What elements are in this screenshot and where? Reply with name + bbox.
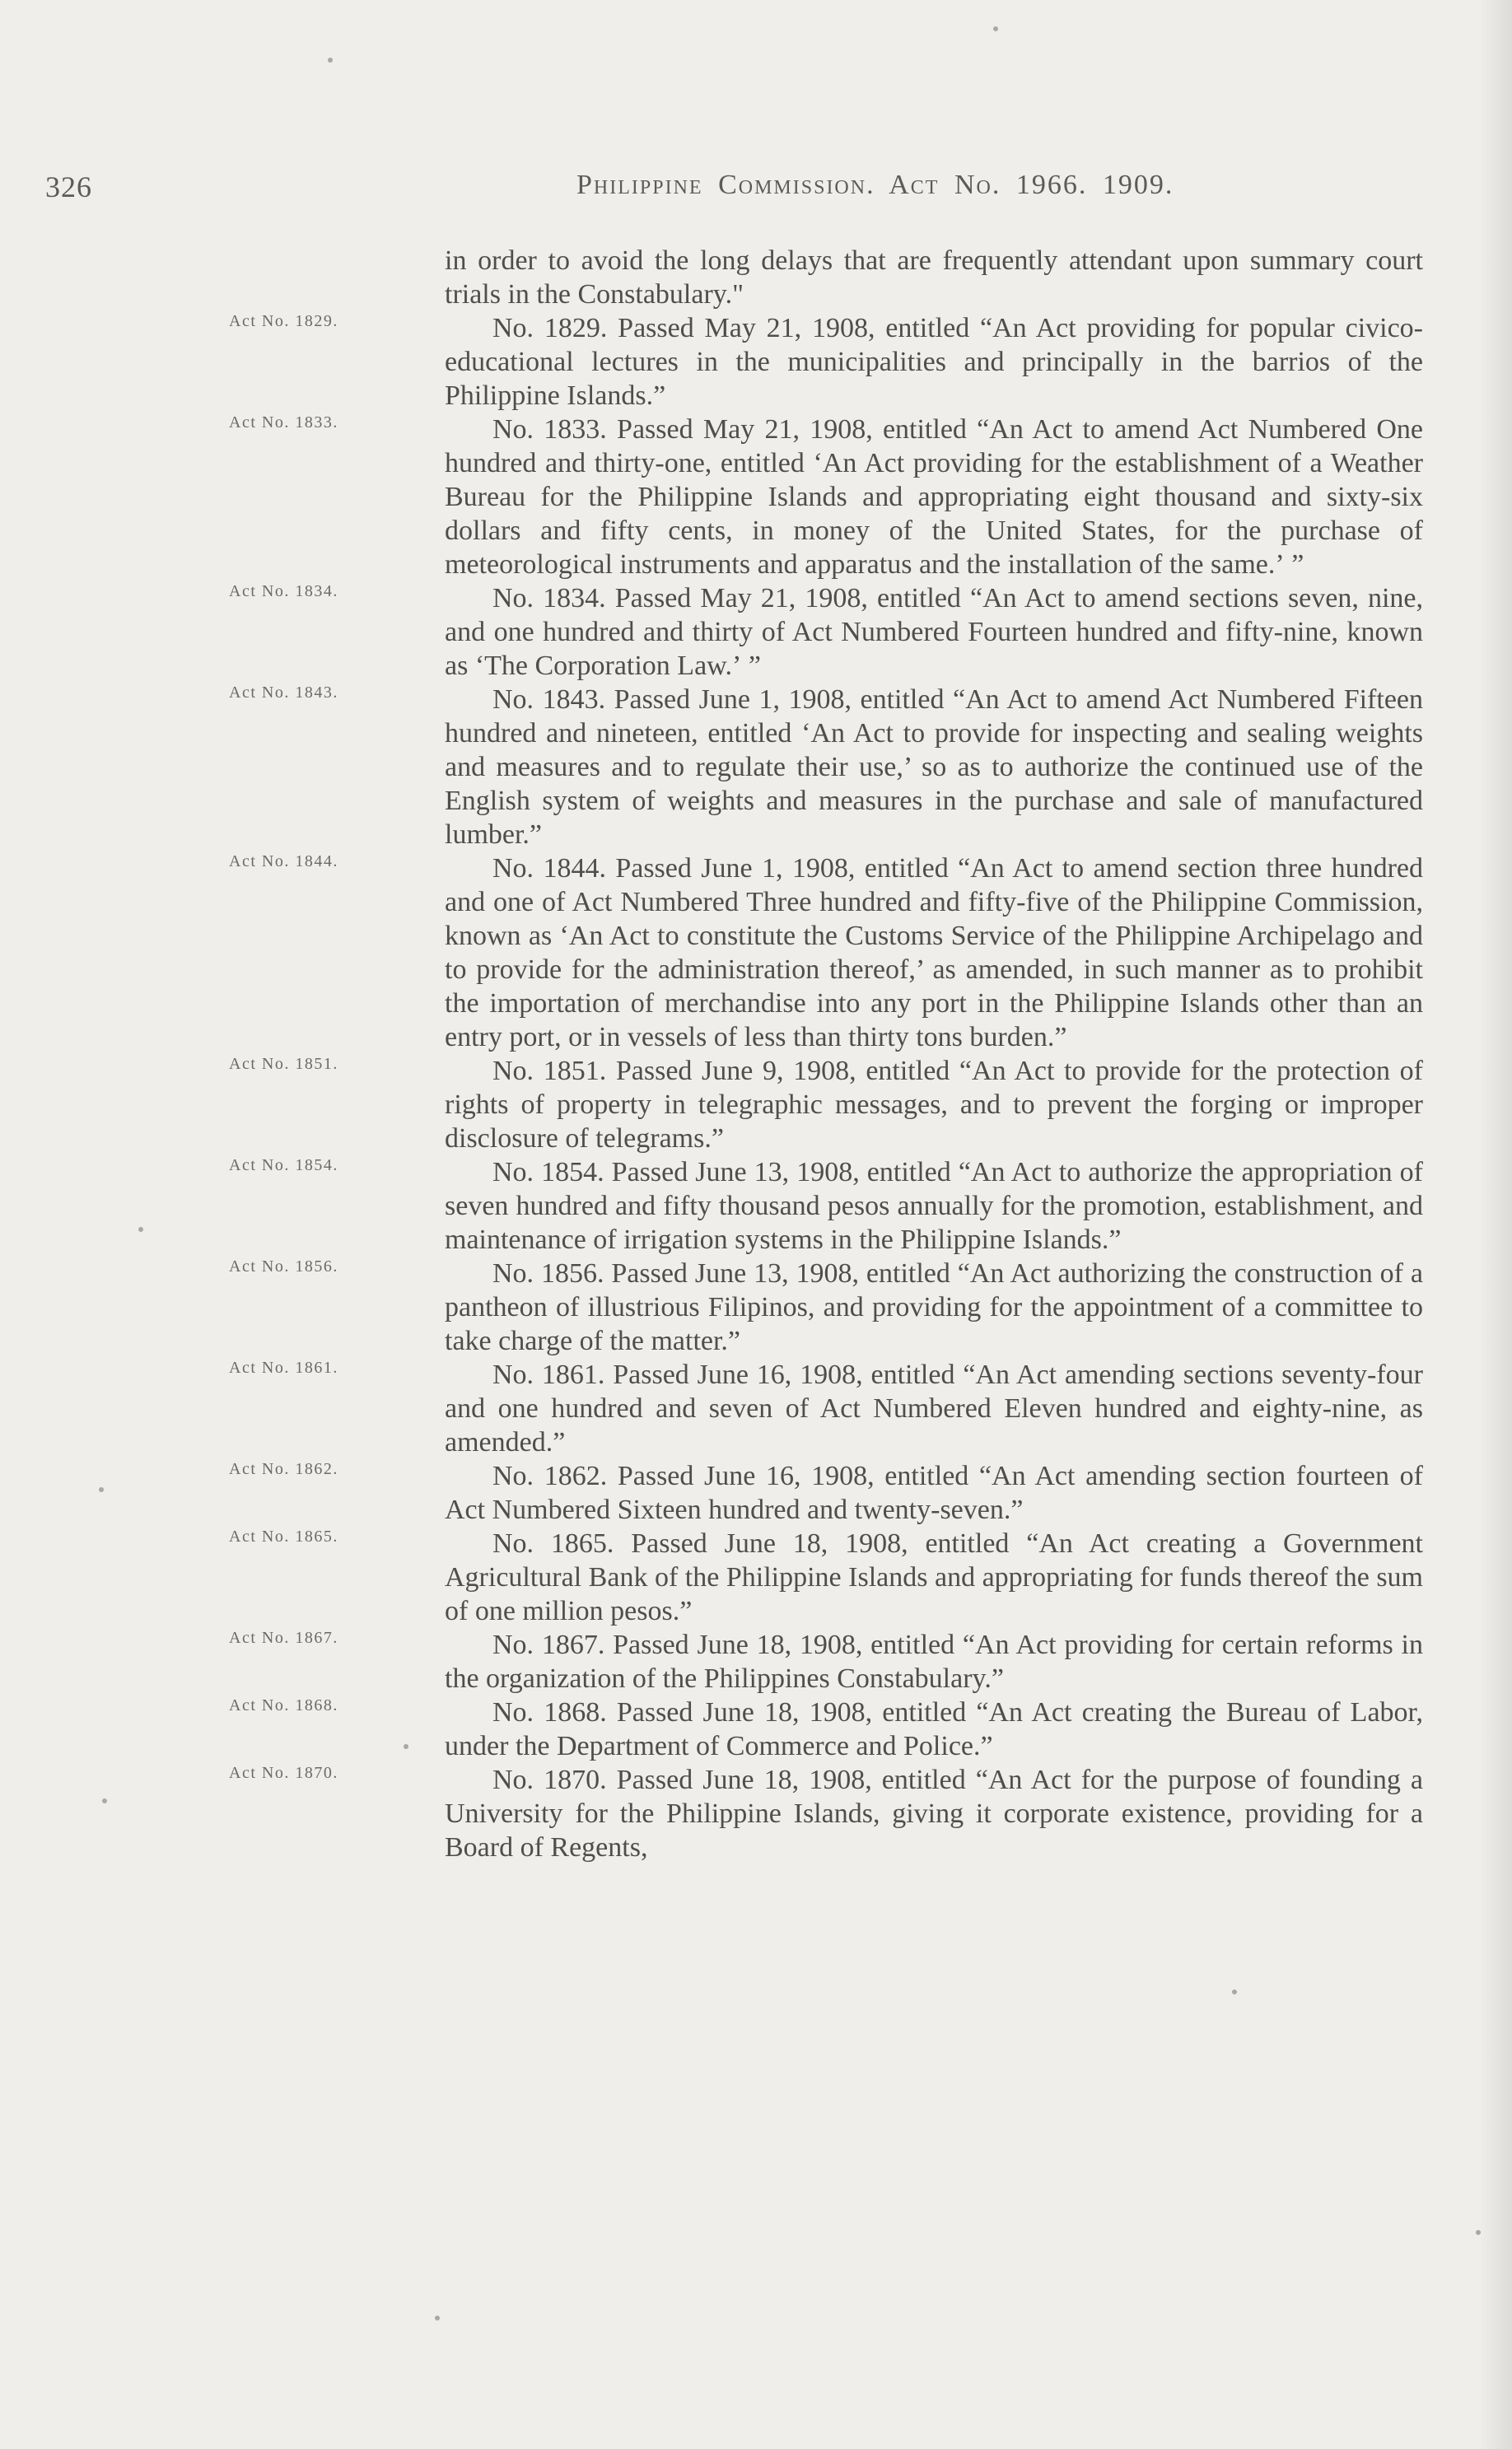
margin-note: Act No. 1834. — [229, 582, 338, 600]
paper-speck — [435, 2316, 440, 2321]
paper-speck — [102, 1798, 107, 1803]
act-entry-1854 — [229, 1155, 1423, 1257]
paragraph-text: No. 1829. Passed May 21, 1908, entitled “An Act providing for popular civico-educational lectures in the municipalities and principally in the barrios of the Philippine Islands.” — [445, 313, 1423, 411]
act-entry-1867 — [229, 1628, 1423, 1696]
act-entry-1868 — [229, 1696, 1423, 1763]
act-entry-1862 — [229, 1459, 1423, 1527]
paragraph-text: No. 1861. Passed June 16, 1908, entitled “An Act amending sections seventy-four and one hundred and seven of Act Numbered Eleven hundred and eighty-nine, as amended.” — [445, 1360, 1423, 1458]
margin-note: Act No. 1861. — [229, 1359, 338, 1377]
margin-note: Act No. 1856. — [229, 1257, 338, 1276]
act-entry-1834 — [229, 581, 1423, 683]
paper-speck — [993, 26, 998, 31]
paper-speck — [99, 1487, 104, 1492]
margin-note: Act No. 1867. — [229, 1629, 338, 1647]
paper-speck — [404, 1744, 408, 1749]
margin-note: Act No. 1862. — [229, 1460, 338, 1478]
page-edge-shadow — [1479, 0, 1512, 2449]
act-entry-1870 — [229, 1763, 1423, 1864]
margin-note: Act No. 1870. — [229, 1764, 338, 1782]
margin-note: Act No. 1829. — [229, 312, 338, 330]
margin-note: Act No. 1833. — [229, 413, 338, 431]
paper-speck — [138, 1227, 143, 1232]
margin-note: Act No. 1854. — [229, 1156, 338, 1174]
paper-speck — [1232, 1990, 1237, 1994]
running-head: Philippine Commission. Act No. 1966. 1909. — [576, 170, 1174, 200]
paragraph-text: No. 1843. Passed June 1, 1908, entitled “An Act to amend Act Numbered Fifteen hundred and nineteen, entitled ‘An Act to provide for inspecting and sealing weights and measures and to regulate their use,’ so as to authorize the continued use of the English system of weights and measures in the purchase and sale of manufactured lumber.” — [445, 684, 1423, 850]
paragraph-text: No. 1833. Passed May 21, 1908, entitled “An Act to amend Act Numbered One hundred and thirty-one, entitled ‘An Act providing for the establishment of a Weather Bureau for the Philippine Islands and appropriating eight thousand and sixty-six dollars and fifty cents, in money of the United States, for the purchase of meteorological instruments and apparatus and the installation of the same.’ ” — [445, 414, 1423, 580]
act-entry-1829 — [229, 311, 1423, 413]
page-header — [0, 170, 1512, 211]
body-text — [229, 244, 1423, 1864]
paragraph-text: No. 1854. Passed June 13, 1908, entitled “An Act to authorize the appropriation of seven hundred and fifty thousand pesos annually for the promotion, establishment, and maintenance of irrigation systems in the Philippine Islands.” — [445, 1157, 1423, 1255]
paragraph-text: No. 1851. Passed June 9, 1908, entitled “An Act to provide for the protection of rights of property in telegraphic messages, and to prevent the forging or improper disclosure of telegrams.” — [445, 1056, 1423, 1154]
act-entry-1865 — [229, 1527, 1423, 1628]
act-entry-1844 — [229, 851, 1423, 1054]
paragraph-continuation — [445, 244, 1423, 311]
margin-note: Act No. 1851. — [229, 1055, 338, 1073]
margin-note: Act No. 1843. — [229, 683, 338, 702]
paragraph-text: in order to avoid the long delays that are frequently attendant upon summary court trials in the Constabulary." — [445, 245, 1423, 310]
margin-note: Act No. 1844. — [229, 852, 338, 870]
act-entry-1861 — [229, 1358, 1423, 1459]
paragraph-text: No. 1862. Passed June 16, 1908, entitled “An Act amending section fourteen of Act Numbered Sixteen hundred and twenty-seven.” — [445, 1461, 1423, 1525]
paragraph-text: No. 1867. Passed June 18, 1908, entitled “An Act providing for certain reforms in the organization of the Philippines Constabulary.” — [445, 1630, 1423, 1694]
paper-speck — [328, 58, 333, 63]
margin-note: Act No. 1868. — [229, 1696, 338, 1714]
paragraph-text: No. 1856. Passed June 13, 1908, entitled “An Act authorizing the construction of a pantheon of illustrious Filipinos, and providing for the appointment of a committee to take charge of the matter.” — [445, 1258, 1423, 1356]
paragraph-text: No. 1844. Passed June 1, 1908, entitled “An Act to amend section three hundred and one of Act Numbered Three hundred and fifty-five of the Philippine Commission, known as ‘An Act to constitute the Customs Service of the Philippine Archipelago and to provide for the administration thereof,’ as amended, in such manner as to prohibit the importation of merchandise into any port in the Philippine Islands other than an entry port, or in vessels of less than thirty tons burden.” — [445, 853, 1423, 1052]
paragraph-text: No. 1834. Passed May 21, 1908, entitled “An Act to amend sections seven, nine, and one hundred and thirty of Act Numbered Fourteen hundred and fifty-nine, known as ‘The Corporation Law.’ ” — [445, 583, 1423, 681]
act-entry-1833 — [229, 413, 1423, 581]
act-entry-1843 — [229, 683, 1423, 851]
paragraph-text: No. 1868. Passed June 18, 1908, entitled “An Act creating the Bureau of Labor, under the Department of Commerce and Police.” — [445, 1697, 1423, 1761]
act-entry-1856 — [229, 1257, 1423, 1358]
paragraph-text: No. 1865. Passed June 18, 1908, entitled “An Act creating a Government Agricultural Bank of the Philippine Islands and appropriating for funds thereof the sum of one million pesos.” — [445, 1528, 1423, 1626]
paragraph-text: No. 1870. Passed June 18, 1908, entitled “An Act for the purpose of founding a University for the Philippine Islands, giving it corporate existence, providing for a Board of Regents, — [445, 1765, 1423, 1863]
act-entry-1851 — [229, 1054, 1423, 1155]
margin-note: Act No. 1865. — [229, 1528, 338, 1546]
page-number: 326 — [45, 170, 92, 203]
paper-speck — [1476, 2230, 1481, 2235]
